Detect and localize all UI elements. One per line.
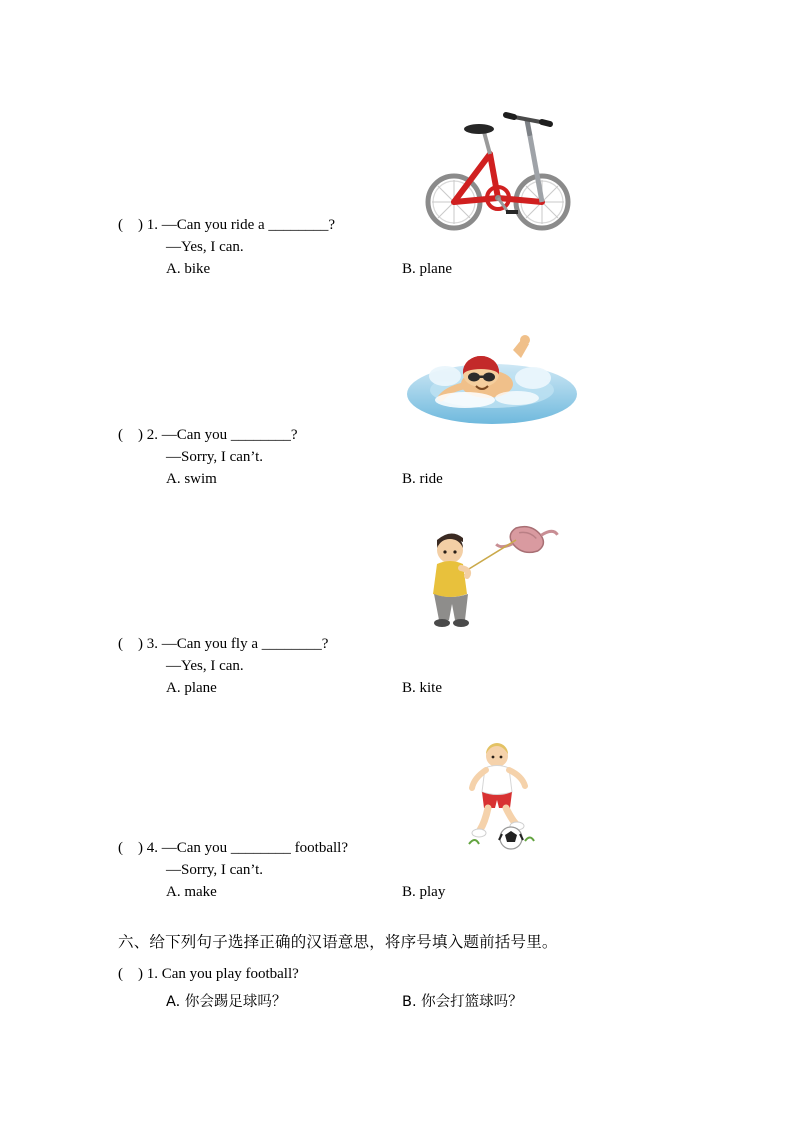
section-six-question-1-stem: ( ) 1. Can you play football?: [118, 966, 299, 982]
kite-flying-boy-illustration: [420, 510, 570, 650]
section-six-question-1: [118, 964, 718, 1013]
question-2-options: [166, 469, 718, 491]
question-2-option-a[interactable]: A. swim: [166, 470, 217, 487]
question-4: [118, 838, 718, 903]
question-3-answer: —Yes, I can.: [166, 657, 244, 674]
question-1-answer: —Yes, I can.: [166, 238, 244, 255]
question-2-option-b[interactable]: B. ride: [402, 470, 443, 487]
question-4-stem: ( ) 4. —Can you ________ football?: [118, 840, 348, 856]
football-boy-illustration: [455, 740, 545, 850]
question-4-option-b[interactable]: B. play: [402, 883, 446, 900]
question-1-stem: ( ) 1. —Can you ride a ________?: [118, 217, 336, 233]
question-2: [118, 425, 718, 490]
question-4-option-a[interactable]: A. make: [166, 883, 217, 900]
question-3-options: [166, 678, 718, 700]
question-2-answer: —Sorry, I can’t.: [166, 448, 264, 465]
question-3: [118, 634, 718, 699]
question-3-option-b[interactable]: B. kite: [402, 679, 442, 696]
question-4-answer: —Sorry, I can’t.: [166, 861, 264, 878]
section-six-heading: 六、给下列句子选择正确的汉语意思，将序号填入题前括号里。: [118, 933, 558, 951]
swimming-boy-illustration: [405, 328, 579, 428]
question-1-options: [166, 259, 718, 281]
question-1-option-a[interactable]: A. bike: [166, 260, 211, 277]
section-six-question-1-options: [166, 992, 718, 1013]
question-1: [118, 215, 718, 280]
question-3-stem: ( ) 3. —Can you fly a ________?: [118, 636, 329, 652]
section-six-question-1-option-a[interactable]: A. 你会踢足球吗？: [166, 993, 287, 1010]
section-six-question-1-option-b[interactable]: B. 你会打篮球吗？: [402, 993, 523, 1010]
question-4-options: [166, 882, 718, 904]
question-3-option-a[interactable]: A. plane: [166, 679, 217, 696]
question-1-option-b[interactable]: B. plane: [402, 260, 452, 277]
question-2-stem: ( ) 2. —Can you ________?: [118, 427, 298, 443]
